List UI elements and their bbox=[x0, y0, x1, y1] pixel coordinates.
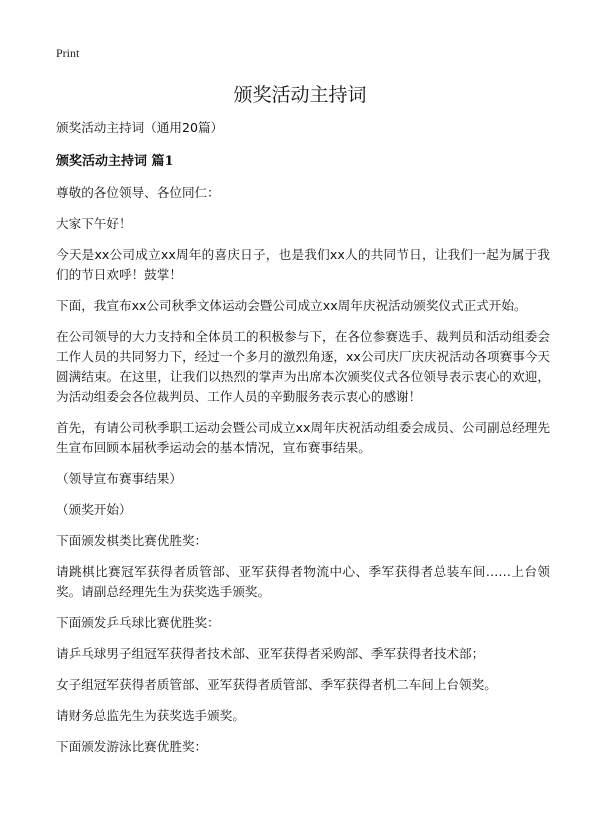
print-label: Print bbox=[56, 46, 80, 60]
document-subtitle: 颁奖活动主持词（通用20篇） bbox=[56, 120, 224, 135]
paragraph: （颁奖开始） bbox=[56, 502, 132, 517]
document-body bbox=[56, 118, 550, 768]
paragraph: 下面颁发乒乓球比赛优胜奖： bbox=[56, 615, 220, 630]
paragraph: 请跳棋比赛冠军获得者质管部、亚军获得者物流中心、季军获得者总装车间……上台领奖。请副总经理先生为获奖选手颁奖。 bbox=[56, 564, 550, 599]
document-title: 颁奖活动主持词 bbox=[233, 84, 367, 106]
paragraph: （领导宣布赛事结果） bbox=[56, 471, 182, 486]
paragraph: 在公司领导的大力支持和全体员工的积极参与下，在各位参赛选手、裁判员和活动组委会工作人员的共同努力下，经过一个多月的激烈角逐，xx公司庆厂庆庆祝活动各项赛事今天圆满结束。在这里，让我们以热烈的掌声为出席本次颁奖仪式各位领导表示衷心的欢迎，为活动组委会各位裁判员、工作人员的辛勤服务表示衷心的感谢！ bbox=[56, 329, 550, 404]
paragraph: 尊敬的各位领导、各位同仁： bbox=[56, 185, 220, 200]
paragraph: 下面颁发游泳比赛优胜奖： bbox=[56, 739, 208, 754]
paragraph: 请乒乓球男子组冠军获得者技术部、亚军获得者采购部、季军获得者技术部； bbox=[56, 646, 485, 661]
paragraph: 女子组冠军获得者质管部、亚军获得者质管部、季军获得者机二车间上台领奖。 bbox=[56, 677, 497, 692]
paragraph: 下面颁发棋类比赛优胜奖： bbox=[56, 533, 208, 548]
paragraph: 下面，我宣布xx公司秋季文体运动会暨公司成立xx周年庆祝活动颁奖仪式正式开始。 bbox=[56, 298, 527, 313]
paragraph: 大家下午好！ bbox=[56, 216, 132, 231]
paragraph: 首先，有请公司秋季职工运动会暨公司成立xx周年庆祝活动组委会成员、公司副总经理先生宣布回顾本届秋季运动会的基本情况，宣布赛事结果。 bbox=[56, 420, 550, 455]
paragraph: 今天是xx公司成立xx周年的喜庆日子，也是我们xx人的共同节日，让我们一起为属于我们的节日欢呼！鼓掌！ bbox=[56, 247, 550, 282]
section-heading: 颁奖活动主持词 篇1 bbox=[56, 154, 174, 169]
paragraph: 请财务总监先生为获奖选手颁奖。 bbox=[56, 708, 245, 723]
